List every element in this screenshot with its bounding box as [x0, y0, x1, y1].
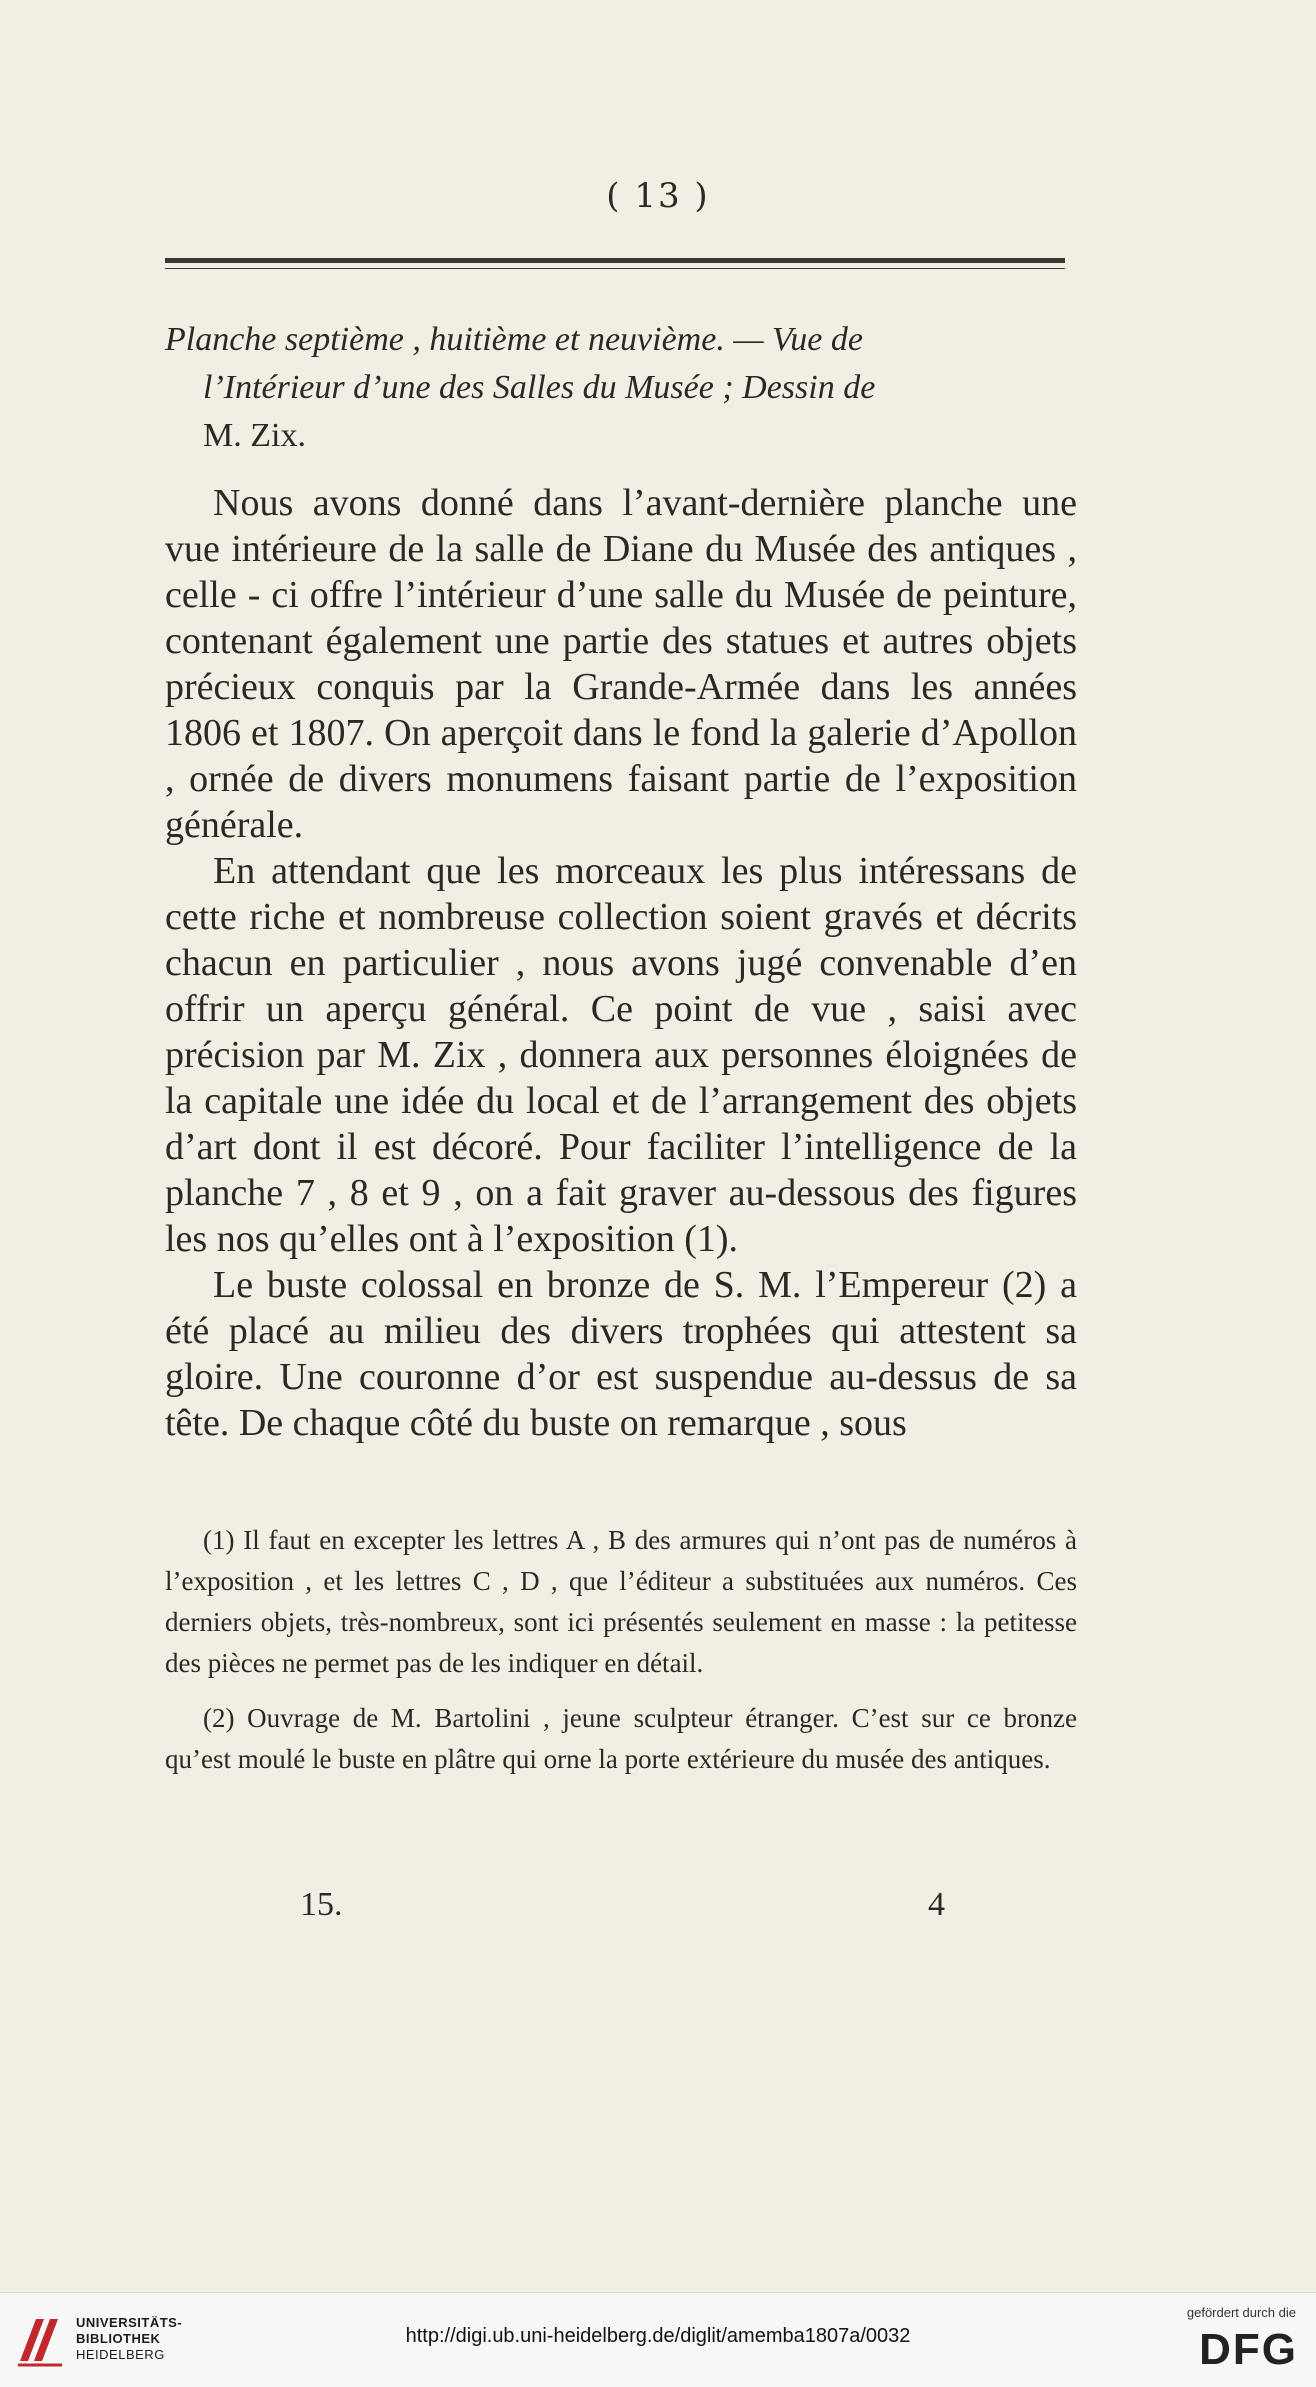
viewer-footer	[0, 2292, 1316, 2387]
heading-line-3: M. Zix.	[203, 417, 306, 454]
library-name-line-1: UNIVERSITÄTS-	[76, 2315, 183, 2330]
footnote-1: (1) Il faut en excepter les lettres A , B des armures qui n’ont pas de numéros à l’exposition , et les lettres C , D , que l’éditeur a substituées aux numéros. Ces derniers objets, très-nombreux, sont ici présentés seulement en masse : la petitesse des pièces ne permet pas de les indiquer en détail.	[165, 1525, 1077, 1678]
funding-label: gefördert durch die	[1186, 2305, 1296, 2320]
heading-line-1: Planche septième , huitième et neuvième. — Vue de	[165, 321, 863, 358]
page-number: ( 13 )	[606, 176, 710, 216]
dfg-logo-icon[interactable]: DFG	[1199, 2325, 1298, 2374]
library-name-line-2: BIBLIOTHEK	[76, 2331, 161, 2346]
plate-heading	[165, 316, 1065, 460]
heading-line-2: l’Intérieur d’une des Salles du Musée ; Dessin de	[203, 369, 876, 406]
library-name-line-3: HEIDELBERG	[76, 2347, 165, 2362]
paragraph-3: Le buste colossal en bronze de S. M. l’Empereur (2) a été placé au milieu des divers trophées qui attestent sa gloire. Une couronne d’or est suspendue au-dessus de sa tête. De chaque côté du buste on remarque , sous	[165, 1264, 1077, 1444]
signature-mark-right: 4	[928, 1886, 945, 1923]
body-text	[165, 480, 1077, 1446]
signature-mark-left: 15.	[300, 1886, 343, 1923]
footnote-2: (2) Ouvrage de M. Bartolini , jeune sculpteur étranger. C’est sur ce bronze qu’est moulé le buste en plâtre qui orne la porte extérieure du musée des antiques.	[165, 1703, 1077, 1774]
header-rule-thin	[165, 268, 1065, 269]
paragraph-1: Nous avons donné dans l’avant-dernière planche une vue intérieure de la salle de Diane du Musée des antiques , celle - ci offre l’intérieur d’une salle du Musée de peinture, contenant également une partie des statues et autres objets précieux conquis par la Grande-Armée dans les années 1806 et 1807. On aperçoit dans le fond la galerie d’Apollon , ornée de divers monumens faisant partie de l’exposition générale.	[165, 482, 1077, 846]
permalink-url[interactable]: http://digi.ub.uni-heidelberg.de/diglit/amemba1807a/0032	[405, 2325, 911, 2347]
header-rule-thick	[165, 258, 1065, 263]
footnotes	[165, 1520, 1077, 1794]
paragraph-2: En attendant que les morceaux les plus intéressans de cette riche et nombreuse collection soient gravés et décrits chacun en particulier , nous avons jugé convenable d’en offrir un aperçu général. Ce point de vue , saisi avec précision par M. Zix , donnera aux personnes éloignées de la capitale une idée du local et de l’arrangement des objets d’art dont il est décoré. Pour faciliter l’intelligence de la planche 7 , 8 et 9 , on a fait graver au-dessous des figures les nos qu’elles ont à l’exposition (1).	[165, 850, 1077, 1260]
